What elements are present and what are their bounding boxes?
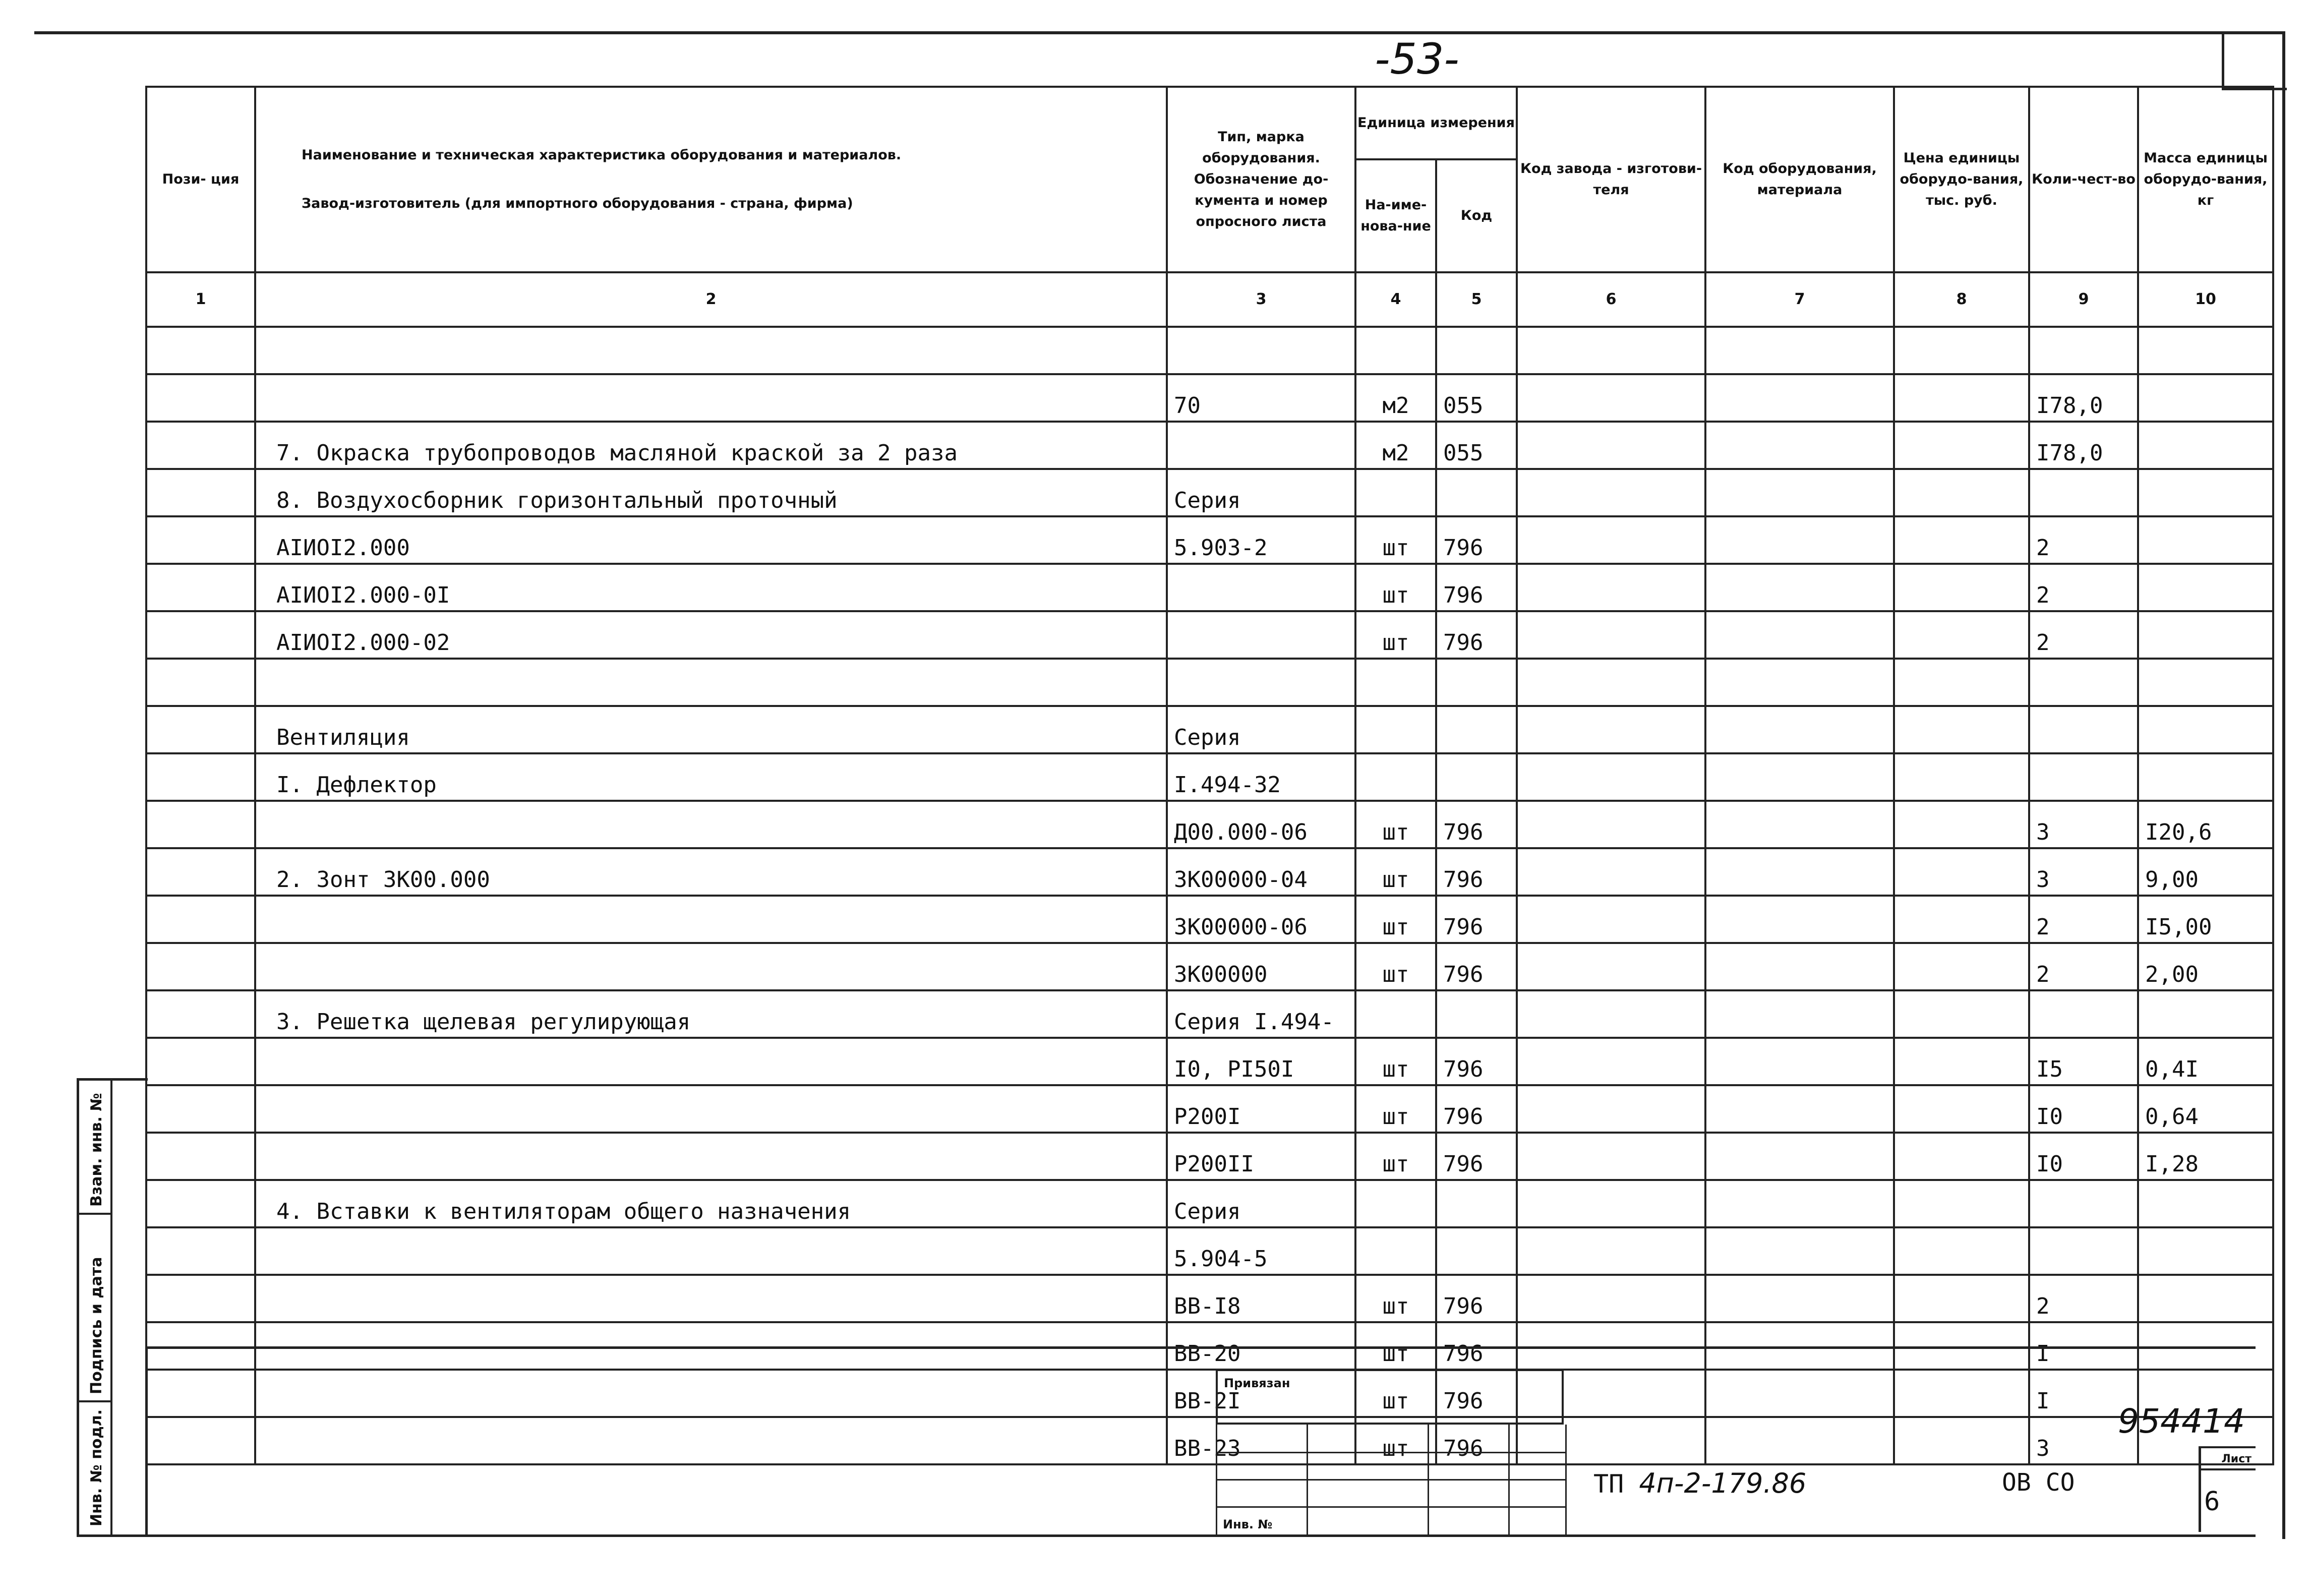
cell-unit: шт — [1355, 848, 1436, 896]
table-body — [146, 327, 2273, 1464]
cell-unit: шт — [1355, 1322, 1436, 1370]
cell-mass: 2,00 — [2138, 943, 2273, 990]
cell-code: 055 — [1436, 422, 1517, 469]
table-row — [146, 422, 2273, 469]
cell-code: 055 — [1436, 374, 1517, 422]
cell-col1 — [146, 1038, 255, 1085]
cell-col7 — [1705, 611, 1894, 659]
cell-type: 5.904-5 — [1167, 1227, 1355, 1275]
cell-name: АIИОI2.000 — [255, 516, 1167, 564]
cell-name: 8. Воздухосборник горизонтальный проточный — [255, 469, 1167, 516]
cell-col8 — [1894, 990, 2029, 1038]
cell-col1 — [146, 564, 255, 611]
cell-col1 — [146, 896, 255, 943]
cell-col7 — [1705, 564, 1894, 611]
grid-vline — [1307, 1425, 1308, 1534]
column-number-row — [146, 272, 2273, 327]
cell-col8 — [1894, 1180, 2029, 1227]
header-equip-code: Код оборудования, материала — [1705, 87, 1894, 272]
sheet-mark: ОВ СО — [2002, 1468, 2075, 1497]
title-block — [145, 1346, 2256, 1537]
cell-mass — [2138, 564, 2273, 611]
cell-code: 796 — [1436, 848, 1517, 896]
header-qty: Коли-чест-во — [2029, 87, 2138, 272]
header-unit-name: На-име-нова-ние — [1355, 159, 1436, 272]
cell-col6 — [1517, 1275, 1705, 1322]
table-row — [146, 1180, 2273, 1227]
cell-type — [1167, 659, 1355, 706]
cell-col6 — [1517, 374, 1705, 422]
page-number — [1336, 34, 1498, 90]
cell-unit — [1355, 327, 1436, 374]
cell-name: 2. Зонт ЗК00.000 — [255, 848, 1167, 896]
cell-col1 — [146, 706, 255, 753]
cell-type: 5.903-2 — [1167, 516, 1355, 564]
cell-qty — [2029, 1227, 2138, 1275]
cell-unit: шт — [1355, 611, 1436, 659]
cell-unit — [1355, 659, 1436, 706]
cell-col6 — [1517, 1085, 1705, 1133]
cell-code: 796 — [1436, 1085, 1517, 1133]
cell-col7 — [1705, 943, 1894, 990]
cell-unit — [1355, 990, 1436, 1038]
cell-col7 — [1705, 1085, 1894, 1133]
cell-name: 3. Решетка щелевая регулирующая — [255, 990, 1167, 1038]
table-row — [146, 943, 2273, 990]
cell-code — [1436, 753, 1517, 801]
cell-code: 796 — [1436, 611, 1517, 659]
cell-unit: м2 — [1355, 422, 1436, 469]
table-row — [146, 659, 2273, 706]
cell-unit: шт — [1355, 1275, 1436, 1322]
cell-mass: 0,64 — [2138, 1085, 2273, 1133]
cell-type: I0, РI50I — [1167, 1038, 1355, 1085]
cell-col8 — [1894, 848, 2029, 896]
cell-unit: шт — [1355, 1133, 1436, 1180]
table-row — [146, 611, 2273, 659]
sheet-label: Лист — [2201, 1446, 2256, 1470]
cell-mass: I5,00 — [2138, 896, 2273, 943]
cell-unit: шт — [1355, 1085, 1436, 1133]
cell-col8 — [1894, 611, 2029, 659]
cell-col1 — [146, 1133, 255, 1180]
cell-col6 — [1517, 706, 1705, 753]
cell-qty: I5 — [2029, 1038, 2138, 1085]
cell-unit: шт — [1355, 1370, 1436, 1417]
header-mass: Масса единицы оборудо-вания, кг — [2138, 87, 2273, 272]
cell-unit — [1355, 1180, 1436, 1227]
cell-col6 — [1517, 1180, 1705, 1227]
cell-qty: I78,0 — [2029, 422, 2138, 469]
table-row — [146, 1085, 2273, 1133]
cell-mass — [2138, 327, 2273, 374]
cell-col7 — [1705, 1227, 1894, 1275]
cell-col6 — [1517, 848, 1705, 896]
cell-col6 — [1517, 1133, 1705, 1180]
cell-name — [255, 1275, 1167, 1322]
cell-code: 796 — [1436, 1370, 1517, 1417]
col-num: 4 — [1355, 272, 1436, 327]
cell-code — [1436, 990, 1517, 1038]
cell-mass: 0,4I — [2138, 1038, 2273, 1085]
cell-qty: 2 — [2029, 896, 2138, 943]
grid-row — [1216, 1479, 1567, 1508]
specification-table — [145, 86, 2274, 1465]
table-row — [146, 516, 2273, 564]
cell-mass — [2138, 1227, 2273, 1275]
cell-qty: 3 — [2029, 1417, 2138, 1464]
cell-col1 — [146, 753, 255, 801]
cell-col7 — [1705, 374, 1894, 422]
cell-col6 — [1517, 516, 1705, 564]
page-number-text: -53- — [1375, 34, 1459, 84]
cell-col1 — [146, 374, 255, 422]
cell-qty: I78,0 — [2029, 374, 2138, 422]
cell-col7 — [1705, 469, 1894, 516]
cell-col1 — [146, 516, 255, 564]
cell-col8 — [1894, 469, 2029, 516]
cell-name — [255, 1085, 1167, 1133]
table-row — [146, 469, 2273, 516]
cell-col8 — [1894, 327, 2029, 374]
cell-col8 — [1894, 1038, 2029, 1085]
cell-name — [255, 374, 1167, 422]
cell-code — [1436, 1227, 1517, 1275]
cell-col7 — [1705, 422, 1894, 469]
cell-mass: 9,00 — [2138, 848, 2273, 896]
cell-name — [255, 896, 1167, 943]
cell-code: 796 — [1436, 801, 1517, 848]
cell-qty: 2 — [2029, 1275, 2138, 1322]
cell-col1 — [146, 801, 255, 848]
cell-mass — [2138, 659, 2273, 706]
cell-mass — [2138, 990, 2273, 1038]
cell-col7 — [1705, 516, 1894, 564]
cell-code: 796 — [1436, 943, 1517, 990]
cell-qty — [2029, 469, 2138, 516]
cell-col8 — [1894, 516, 2029, 564]
cell-code: 796 — [1436, 896, 1517, 943]
inv-label: Инв. № — [1223, 1517, 1273, 1531]
cell-name: Вентиляция — [255, 706, 1167, 753]
cell-unit: шт — [1355, 943, 1436, 990]
grid-vline — [1508, 1425, 1510, 1534]
cell-type: ЗК00000-04 — [1167, 848, 1355, 896]
stamp-signature-date-label: Подпись и дата — [88, 1257, 105, 1394]
cell-name — [255, 659, 1167, 706]
cell-mass — [2138, 611, 2273, 659]
cell-unit: м2 — [1355, 374, 1436, 422]
cell-qty: I — [2029, 1370, 2138, 1417]
stamp-inv-original — [79, 1400, 110, 1532]
cell-type: Д00.000-06 — [1167, 801, 1355, 848]
cell-type: ВВ-20 — [1167, 1322, 1355, 1370]
cell-code: 796 — [1436, 564, 1517, 611]
cell-mass — [2138, 469, 2273, 516]
cell-col8 — [1894, 659, 2029, 706]
cell-code: 796 — [1436, 1275, 1517, 1322]
table-row — [146, 801, 2273, 848]
col-num: 5 — [1436, 272, 1517, 327]
cell-qty: I — [2029, 1322, 2138, 1370]
grid-vline — [1428, 1425, 1429, 1534]
cell-code — [1436, 659, 1517, 706]
cell-name: АIИОI2.000-0I — [255, 564, 1167, 611]
cell-mass — [2138, 374, 2273, 422]
cell-col7 — [1705, 990, 1894, 1038]
cell-qty — [2029, 659, 2138, 706]
cell-col1 — [146, 659, 255, 706]
cell-code: 796 — [1436, 1038, 1517, 1085]
cell-unit — [1355, 469, 1436, 516]
sheet-box — [2199, 1446, 2256, 1532]
cell-name: 4. Вставки к вентиляторам общего назначения — [255, 1180, 1167, 1227]
cell-col1 — [146, 1275, 255, 1322]
table-row — [146, 1133, 2273, 1180]
stamp-replace-inv-label: Взам. инв. № — [88, 1093, 105, 1207]
cell-type: ВВ-I8 — [1167, 1275, 1355, 1322]
cell-col1 — [146, 469, 255, 516]
cell-code — [1436, 469, 1517, 516]
col-num: 8 — [1894, 272, 2029, 327]
cell-type: ВВ-23 — [1167, 1417, 1355, 1464]
cell-col8 — [1894, 943, 2029, 990]
linked-grid — [1216, 1369, 1564, 1534]
cell-type: ЗК00000-06 — [1167, 896, 1355, 943]
cell-col1 — [146, 422, 255, 469]
cell-unit — [1355, 706, 1436, 753]
table-row — [146, 753, 2273, 801]
header-price: Цена единицы оборудо-вания, тыс. руб. — [1894, 87, 2029, 272]
cell-name — [255, 327, 1167, 374]
corner-box — [2222, 31, 2287, 90]
cell-qty — [2029, 327, 2138, 374]
cell-col6 — [1517, 753, 1705, 801]
header-position: Пози- ция — [146, 87, 255, 272]
cell-unit — [1355, 753, 1436, 801]
cell-unit: шт — [1355, 516, 1436, 564]
table-row — [146, 706, 2273, 753]
cell-mass: I,28 — [2138, 1133, 2273, 1180]
table-row — [146, 327, 2273, 374]
cell-col6 — [1517, 943, 1705, 990]
cell-type: Серия — [1167, 469, 1355, 516]
cell-qty — [2029, 990, 2138, 1038]
doc-prefix: ТП — [1593, 1469, 1624, 1499]
cell-col6 — [1517, 611, 1705, 659]
cell-col6 — [1517, 896, 1705, 943]
cell-code — [1436, 1180, 1517, 1227]
cell-col8 — [1894, 706, 2029, 753]
cell-qty: 2 — [2029, 943, 2138, 990]
cell-qty — [2029, 706, 2138, 753]
cell-mass — [2138, 706, 2273, 753]
cell-qty — [2029, 753, 2138, 801]
cell-code: 796 — [1436, 1417, 1517, 1464]
cell-col8 — [1894, 422, 2029, 469]
cell-col7 — [1705, 1275, 1894, 1322]
cell-col1 — [146, 1180, 255, 1227]
cell-unit — [1355, 1227, 1436, 1275]
cell-col6 — [1517, 801, 1705, 848]
cell-name: I. Дефлектор — [255, 753, 1167, 801]
table-row — [146, 1275, 2273, 1322]
cell-col7 — [1705, 1133, 1894, 1180]
sheet-number: 6 — [2204, 1487, 2220, 1517]
grid-row — [1216, 1452, 1567, 1481]
col-num: 2 — [255, 272, 1167, 327]
cell-mass — [2138, 516, 2273, 564]
header-factory-code: Код завода - изготови-теля — [1517, 87, 1705, 272]
col-num: 10 — [2138, 272, 2273, 327]
cell-name: 7. Окраска трубопроводов масляной краской за 2 раза — [255, 422, 1167, 469]
cell-mass: I20,6 — [2138, 801, 2273, 848]
cell-qty: 3 — [2029, 848, 2138, 896]
cell-col8 — [1894, 374, 2029, 422]
table-row — [146, 1038, 2273, 1085]
cell-col6 — [1517, 1227, 1705, 1275]
header-unit-group: Единица измерения — [1355, 87, 1517, 159]
inventory-number: 954414 — [2118, 1402, 2245, 1441]
cell-col8 — [1894, 896, 2029, 943]
cell-col7 — [1705, 706, 1894, 753]
cell-col6 — [1517, 564, 1705, 611]
left-stamp — [77, 1078, 148, 1537]
cell-col6 — [1517, 422, 1705, 469]
cell-code — [1436, 327, 1517, 374]
cell-qty — [2029, 1180, 2138, 1227]
cell-code: 796 — [1436, 1133, 1517, 1180]
cell-col8 — [1894, 564, 2029, 611]
cell-col6 — [1517, 659, 1705, 706]
cell-col6 — [1517, 1038, 1705, 1085]
header-name-line2: Завод-изготовитель (для импортного оборудования - страна, фирма) — [302, 196, 853, 211]
cell-qty: 2 — [2029, 564, 2138, 611]
cell-col1 — [146, 1085, 255, 1133]
header-name — [255, 87, 1167, 272]
cell-type: Серия — [1167, 706, 1355, 753]
cell-qty: I0 — [2029, 1133, 2138, 1180]
cell-col1 — [146, 990, 255, 1038]
stamp-divider — [110, 1081, 112, 1534]
cell-unit: шт — [1355, 801, 1436, 848]
cell-type: Р200II — [1167, 1133, 1355, 1180]
cell-code: 796 — [1436, 1322, 1517, 1370]
table-row — [146, 896, 2273, 943]
cell-type: ВВ-2I — [1167, 1370, 1355, 1417]
cell-unit: шт — [1355, 564, 1436, 611]
header-type: Тип, марка оборудования. Обозначение до-кумента и номер опросного листа — [1167, 87, 1355, 272]
cell-type: 70 — [1167, 374, 1355, 422]
table-row — [146, 374, 2273, 422]
table-row — [146, 848, 2273, 896]
cell-col8 — [1894, 1227, 2029, 1275]
cell-qty: 2 — [2029, 516, 2138, 564]
cell-qty: 2 — [2029, 611, 2138, 659]
cell-col1 — [146, 1227, 255, 1275]
cell-code — [1436, 706, 1517, 753]
cell-mass — [2138, 1275, 2273, 1322]
cell-col7 — [1705, 659, 1894, 706]
cell-type: I.494-32 — [1167, 753, 1355, 801]
cell-col7 — [1705, 801, 1894, 848]
cell-mass — [2138, 753, 2273, 801]
cell-col7 — [1705, 753, 1894, 801]
stamp-signature-date — [79, 1213, 110, 1402]
cell-name: АIИОI2.000-02 — [255, 611, 1167, 659]
table-row — [146, 564, 2273, 611]
col-num: 9 — [2029, 272, 2138, 327]
cell-col6 — [1517, 990, 1705, 1038]
cell-col6 — [1517, 469, 1705, 516]
cell-name — [255, 1133, 1167, 1180]
cell-col7 — [1705, 896, 1894, 943]
cell-col1 — [146, 327, 255, 374]
header-name-line1: Наименование и техническая характеристика оборудования и материалов. — [302, 147, 902, 163]
cell-col1 — [146, 848, 255, 896]
cell-col7 — [1705, 848, 1894, 896]
document-code — [1593, 1467, 1806, 1499]
table-row — [146, 990, 2273, 1038]
cell-type — [1167, 611, 1355, 659]
table-row — [146, 1227, 2273, 1275]
cell-type: Серия I.494- — [1167, 990, 1355, 1038]
cell-type — [1167, 422, 1355, 469]
cell-col7 — [1705, 327, 1894, 374]
cell-unit: шт — [1355, 1417, 1436, 1464]
cell-type: Серия — [1167, 1180, 1355, 1227]
cell-col8 — [1894, 1275, 2029, 1322]
cell-name — [255, 943, 1167, 990]
cell-unit: шт — [1355, 1038, 1436, 1085]
cell-col1 — [146, 611, 255, 659]
cell-name — [255, 1227, 1167, 1275]
col-num: 3 — [1167, 272, 1355, 327]
grid-row — [1216, 1425, 1567, 1453]
col-num: 6 — [1517, 272, 1705, 327]
cell-col6 — [1517, 327, 1705, 374]
cell-col7 — [1705, 1038, 1894, 1085]
cell-col8 — [1894, 1133, 2029, 1180]
cell-mass — [2138, 1180, 2273, 1227]
cell-col8 — [1894, 753, 2029, 801]
col-num: 7 — [1705, 272, 1894, 327]
cell-col1 — [146, 943, 255, 990]
cell-name — [255, 801, 1167, 848]
cell-code: 796 — [1436, 516, 1517, 564]
header-unit-code: Код — [1436, 159, 1517, 272]
cell-col7 — [1705, 1180, 1894, 1227]
doc-code: 4п-2-179.86 — [1639, 1467, 1807, 1499]
cell-type — [1167, 327, 1355, 374]
cell-qty: 3 — [2029, 801, 2138, 848]
cell-unit: шт — [1355, 896, 1436, 943]
cell-type — [1167, 564, 1355, 611]
cell-mass — [2138, 422, 2273, 469]
cell-name — [255, 1038, 1167, 1085]
linked-label: Привязан — [1216, 1369, 1564, 1425]
col-num: 1 — [146, 272, 255, 327]
cell-qty: I0 — [2029, 1085, 2138, 1133]
cell-col8 — [1894, 801, 2029, 848]
cell-type: Р200I — [1167, 1085, 1355, 1133]
stamp-inv-original-label: Инв. № подл. — [88, 1409, 105, 1526]
cell-col8 — [1894, 1085, 2029, 1133]
stamp-replace-inv — [79, 1081, 110, 1215]
cell-type: ЗК00000 — [1167, 943, 1355, 990]
